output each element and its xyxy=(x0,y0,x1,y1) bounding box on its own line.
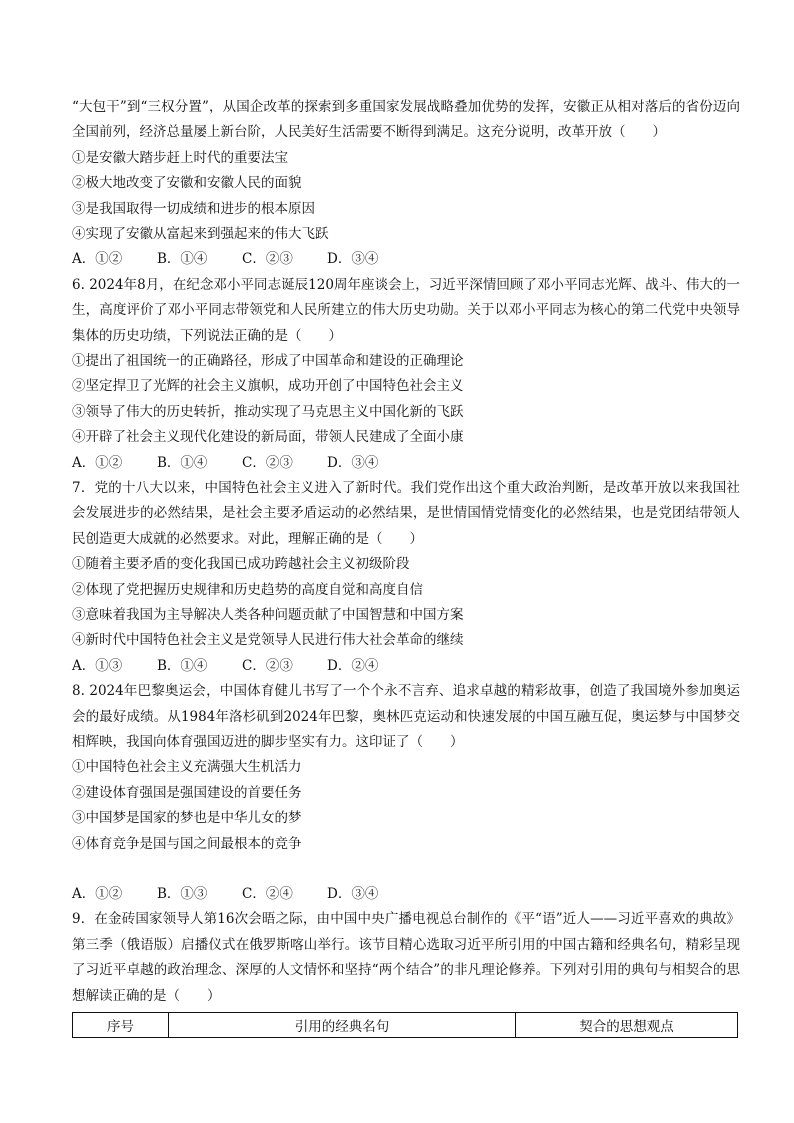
q7-option-c[interactable]: C．②③ xyxy=(242,657,293,674)
q8-option-c[interactable]: C．②④ xyxy=(242,885,293,902)
q5-option-a[interactable]: A．①② xyxy=(72,251,123,268)
q6-option-d[interactable]: D．③④ xyxy=(327,454,379,471)
q8-statement-4: ④体育竞争是国与国之间最根本的竞争 xyxy=(72,835,302,852)
q7-statement-3: ③意味着我国为主导解决人类各种问题贡献了中国智慧和中国方案 xyxy=(72,606,464,623)
q6-option-a[interactable]: A．①② xyxy=(72,454,123,471)
q5-option-b[interactable]: B．①④ xyxy=(157,251,208,268)
q9-stem: 9．在金砖国家领导人第16次会晤之际，由中国中央广播电视总台制作的《平“语”近人——习近平喜欢的典故》第三季（俄语版）启播仪式在俄罗斯喀山举行。该节目精心选取习近平所引用的中国古籍和经典名句，精彩呈现了习近平卓越的政治理念、深厚的人文情怀和坚持“两个结合”的非凡理论修养。下列对引用的典句与相契合的思想解读正确的是（ ） xyxy=(72,911,740,1004)
q5-statement-1: ①是安徽大踏步赶上时代的重要法宝 xyxy=(72,149,288,166)
q8-stem: 8. 2024年巴黎奥运会，中国体育健儿书写了一个个永不言弃、追求卓越的精彩故事，创造了我国境外参加奥运会的最好成绩。从1984年洛杉矶到2024年巴黎，奥林匹克运动和快速发展的中国互融互促，奥运梦与中国梦交相辉映，我国向体育强国迈进的脚步坚实有力。这印证了（ ） xyxy=(72,683,740,750)
spacer xyxy=(72,857,740,882)
q6-stem: 6. 2024年8月，在纪念邓小平同志诞辰120周年座谈会上，习近平深情回顾了邓小平同志光辉、战斗、伟大的一生，高度评价了邓小平同志带领党和人民所建立的伟大历史功勋。关于以邓小平同志为核心的第二代党中央领导集体的历史功绩，下列说法正确的是（ ） xyxy=(72,276,740,344)
q5-option-d[interactable]: D．③④ xyxy=(327,251,379,268)
q6-statement-4: ④开辟了社会主义现代化建设的新局面，带领人民建成了全面小康 xyxy=(72,429,464,446)
q8-statement-3: ③中国梦是国家的梦也是中华儿女的梦 xyxy=(72,810,302,827)
q7-option-b[interactable]: B．①④ xyxy=(157,657,208,674)
q5-options xyxy=(72,247,740,272)
q6-option-c[interactable]: C．②③ xyxy=(242,454,293,471)
q8-option-d[interactable]: D．③④ xyxy=(327,885,379,902)
q8-options xyxy=(72,882,740,907)
q6-option-b[interactable]: B．①④ xyxy=(157,454,208,471)
table-header-row xyxy=(73,1012,738,1037)
q7-option-a[interactable]: A．①③ xyxy=(72,657,123,674)
q5-statement-4: ④实现了安徽从富起来到强起来的伟大飞跃 xyxy=(72,225,329,242)
q7-stem: 7．党的十八大以来，中国特色社会主义进入了新时代。我们党作出这个重大政治判断，是改革开放以来我国社会发展进步的必然结果，是社会主要矛盾运动的必然结果，是世情国情党情变化的必然结果，也是党团结带领人民创造更大成就的必然要求。对此，理解正确的是（ ） xyxy=(72,479,740,547)
col-header-number: 序号 xyxy=(73,1012,169,1037)
q8-statement-2: ②建设体育强国是强国建设的首要任务 xyxy=(72,784,302,801)
q6-options xyxy=(72,451,740,476)
q6-statement-3: ③领导了伟大的历史转折，推动实现了马克思主义中国化新的飞跃 xyxy=(72,403,464,420)
q5-statement-3: ③是我国取得一切成绩和进步的根本原因 xyxy=(72,200,315,217)
col-header-quote: 引用的经典名句 xyxy=(169,1012,516,1037)
quote-table xyxy=(72,1012,738,1038)
q5-option-c[interactable]: C．②③ xyxy=(242,251,293,268)
exam-page xyxy=(72,95,740,1038)
q7-statement-1: ①随着主要矛盾的变化我国已成功跨越社会主义初级阶段 xyxy=(72,556,410,573)
q7-statement-4: ④新时代中国特色社会主义是党领导人民进行伟大社会革命的继续 xyxy=(72,632,464,649)
q8-statement-1: ①中国特色社会主义充满强大生机活力 xyxy=(72,759,302,776)
q7-statement-2: ②体现了党把握历史规律和历史趋势的高度自觉和高度自信 xyxy=(72,581,423,598)
q7-option-d[interactable]: D．②④ xyxy=(327,657,379,674)
q5-statement-2: ②极大地改变了安徽和安徽人民的面貌 xyxy=(72,175,302,192)
q5-stem: “大包干”到“三权分置”，从国企改革的探索到多重国家发展战略叠加优势的发挥，安徽正从相对落后的省份迈向全国前列，经济总量屡上新台阶，人民美好生活需要不断得到满足。这充分说明，改革开放（ ） xyxy=(72,99,740,141)
q6-statement-2: ②坚定捍卫了光辉的社会主义旗帜，成功开创了中国特色社会主义 xyxy=(72,378,464,395)
q6-statement-1: ①提出了祖国统一的正确路径，形成了中国革命和建设的正确理论 xyxy=(72,352,464,369)
col-header-viewpoint: 契合的思想观点 xyxy=(516,1012,738,1037)
q8-option-a[interactable]: A．①② xyxy=(72,885,123,902)
q7-options xyxy=(72,654,740,679)
q8-option-b[interactable]: B．①③ xyxy=(157,885,208,902)
